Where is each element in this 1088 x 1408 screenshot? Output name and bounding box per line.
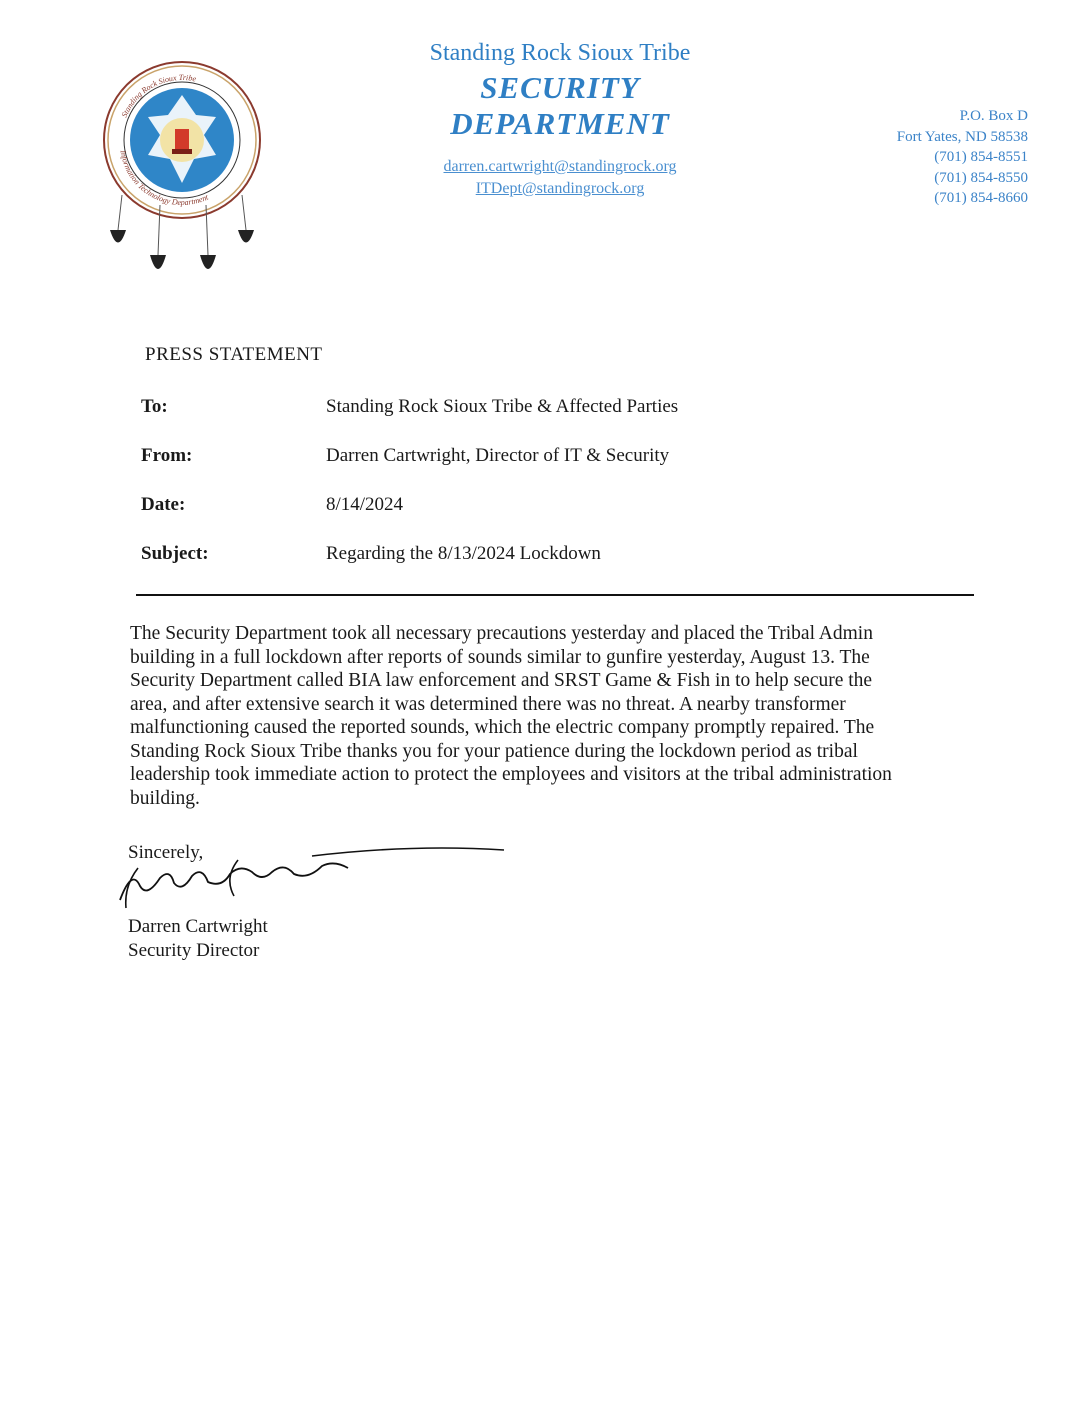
- from-value: Darren Cartwright, Director of IT & Security: [326, 445, 670, 466]
- from-label: From:: [141, 445, 193, 466]
- salutation: Sincerely,: [128, 842, 204, 863]
- body-line: Security Department called BIA law enforcement and SRST Game & Fish in to help secure the: [130, 670, 873, 691]
- body-line: building.: [130, 787, 200, 809]
- signer-name: Darren Cartwright: [128, 916, 268, 937]
- phone-2: (701) 854-8550: [934, 169, 1028, 186]
- date-label: Date:: [141, 494, 186, 515]
- email-link-director[interactable]: darren.cartwright@standingrock.org: [443, 158, 677, 175]
- phone-1: (701) 854-8551: [934, 149, 1028, 165]
- tribe-seal-logo: [100, 55, 265, 295]
- svg-text:Information Technology Departm: Information Technology Department: [118, 149, 210, 208]
- signer-title: Security Director: [128, 940, 260, 961]
- statement-body: [130, 622, 980, 810]
- phone-3: (701) 854-8660: [934, 190, 1028, 206]
- address-po-box: P.O. Box D: [959, 108, 1028, 124]
- mailing-address: [830, 106, 1028, 209]
- department-title-line2: DEPARTMENT: [450, 106, 670, 141]
- organization-name: Standing Rock Sioux Tribe: [429, 40, 691, 66]
- handwritten-signature: [112, 838, 512, 918]
- svg-text:Standing Rock Sioux Tribe: Standing Rock Sioux Tribe: [119, 72, 197, 119]
- to-label: To:: [141, 396, 168, 417]
- body-line: leadership took immediate action to protect the employees and visitors at the tribal administration: [130, 764, 892, 785]
- press-statement-heading: PRESS STATEMENT: [145, 344, 323, 365]
- body-line: area, and after extensive search it was determined there was no threat. A nearby transformer: [130, 693, 846, 715]
- to-value: Standing Rock Sioux Tribe & Affected Parties: [326, 396, 679, 417]
- header-divider: [136, 594, 974, 596]
- body-line: The Security Department took all necessary precautions yesterday and placed the Tribal Admin: [130, 623, 873, 644]
- body-line: malfunctioning caused the reported sounds, which the electric company promptly repaired. The: [130, 717, 875, 738]
- department-title-line1: SECURITY: [480, 70, 640, 105]
- subject-label: Subject:: [141, 543, 209, 564]
- address-city: Fort Yates, ND 58538: [896, 128, 1028, 145]
- body-line: Standing Rock Sioux Tribe thanks you for your patience during the lockdown period as tribal: [130, 740, 858, 762]
- email-link-itdept[interactable]: ITDept@standingrock.org: [475, 180, 645, 197]
- date-value: 8/14/2024: [326, 494, 404, 515]
- subject-value: Regarding the 8/13/2024 Lockdown: [326, 543, 601, 564]
- body-line: building in a full lockdown after reports of sounds similar to gunfire yesterday, August 13. The: [130, 646, 870, 668]
